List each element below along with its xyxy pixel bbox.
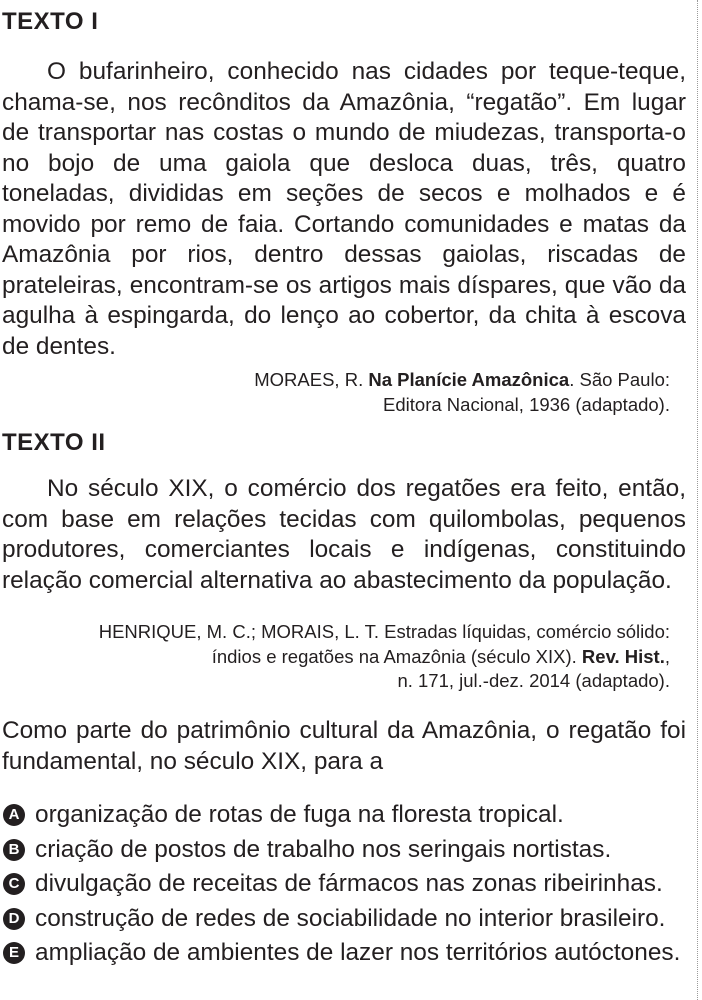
texto-i-source-line2: Editora Nacional, 1936 (adaptado). bbox=[383, 393, 670, 415]
texto-ii-heading: TEXTO II bbox=[2, 429, 106, 456]
texto-i-heading: TEXTO I bbox=[2, 8, 99, 35]
texto-i-source-line1 bbox=[0, 368, 670, 393]
option-a[interactable] bbox=[2, 798, 686, 833]
option-c-text: divulgação de receitas de fármacos nas zonas ribeirinhas. bbox=[35, 870, 663, 898]
texto-ii-source bbox=[0, 620, 670, 694]
option-e[interactable] bbox=[2, 936, 686, 971]
texto-ii-source-line1: HENRIQUE, M. C.; MORAIS, L. T. Estradas líquidas, comércio sólido: bbox=[98, 621, 670, 642]
option-d-letter-badge: D bbox=[3, 908, 25, 930]
texto-ii-source-line3: n. 171, jul.-dez. 2014 (adaptado). bbox=[397, 670, 670, 691]
column-divider bbox=[697, 0, 698, 1000]
option-b[interactable] bbox=[2, 833, 686, 868]
texto-i-source bbox=[0, 368, 670, 417]
texto-ii-source-line2 bbox=[0, 645, 670, 670]
texto-ii-source-journal: Rev. Hist. bbox=[581, 645, 665, 667]
option-a-text: organização de rotas de fuga na floresta tropical. bbox=[35, 801, 564, 829]
question-stem: Como parte do patrimônio cultural da Amazônia, o regatão foi fundamental, no século XIX, para a bbox=[2, 717, 686, 775]
answer-options bbox=[2, 798, 686, 971]
option-b-letter-badge: B bbox=[3, 839, 25, 861]
option-b-text: criação de postos de trabalho nos seringais nortistas. bbox=[35, 835, 612, 863]
texto-i-source-author: MORAES, R. bbox=[254, 369, 369, 390]
option-c[interactable] bbox=[2, 867, 686, 902]
texto-i-source-title: Na Planície Amazônica bbox=[368, 369, 570, 390]
texto-ii-source-title: índios e regatões na Amazônia (século XIX). bbox=[211, 645, 582, 667]
texto-i-source-place: . São Paulo: bbox=[569, 369, 670, 390]
texto-ii-body: No século XIX, o comércio dos regatões era feito, então, com base em relações tecidas com quilombolas, pequenos produtores, comerciantes locais e indígenas, constituindo relação comercial alternativa ao abastecimento da população. bbox=[2, 475, 686, 594]
option-d-text: construção de redes de sociabilidade no interior brasileiro. bbox=[35, 904, 666, 932]
option-e-letter-badge: E bbox=[3, 942, 25, 964]
option-e-text: ampliação de ambientes de lazer nos territórios autóctones. bbox=[35, 939, 681, 967]
option-a-letter-badge: A bbox=[3, 804, 25, 826]
texto-i-body: O bufarinheiro, conhecido nas cidades por teque-teque, chama-se, nos recônditos da Amazônia, “regatão”. Em lugar de transportar nas costas o mundo de miudezas, transporta-o no bojo de uma gaiola que desloca duas, três, quatro toneladas, divididas em seções de secos e molhados e é movido por remo de faia. Cortando comunidades e matas da Amazônia por rios, dentro dessas gaiolas, riscadas de prateleiras, encontram-se os artigos mais díspares, que vão da agulha à espingarda, do lenço ao cobertor, da chita à escova de dentes. bbox=[2, 58, 686, 360]
texto-ii-source-comma: , bbox=[664, 645, 670, 667]
option-d[interactable] bbox=[2, 902, 686, 937]
option-c-letter-badge: C bbox=[3, 873, 25, 895]
